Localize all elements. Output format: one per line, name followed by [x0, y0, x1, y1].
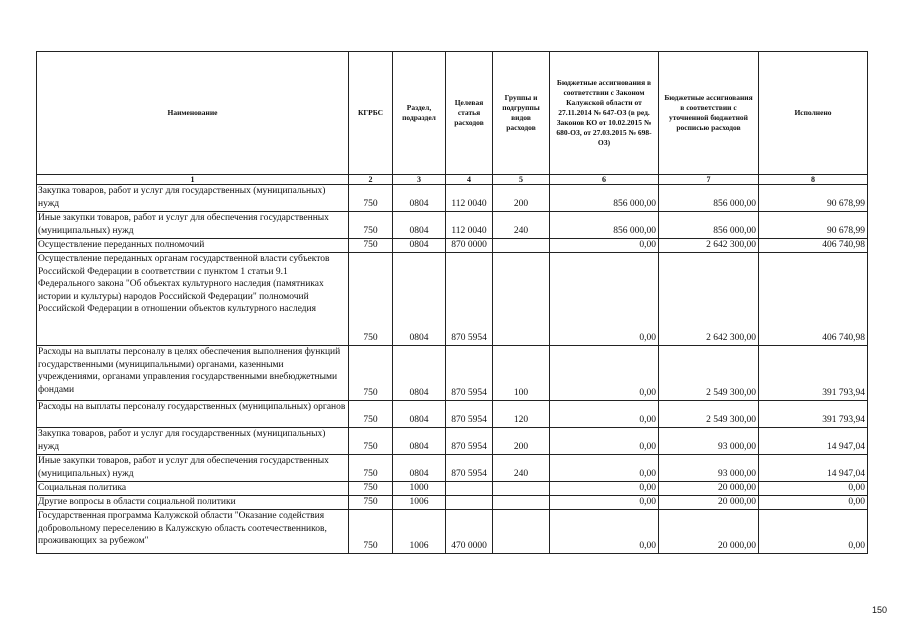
column-number: 5	[493, 175, 550, 185]
cell-done: 391 793,94	[759, 346, 868, 401]
table-row	[37, 253, 868, 346]
cell-target: 870 5954	[446, 401, 493, 428]
cell-plan: 856 000,00	[659, 212, 759, 239]
cell-law: 0,00	[550, 496, 659, 510]
cell-section: 0804	[393, 346, 446, 401]
cell-kgrbs: 750	[349, 212, 393, 239]
column-number: 4	[446, 175, 493, 185]
cell-done: 14 947,04	[759, 455, 868, 482]
cell-done: 391 793,94	[759, 401, 868, 428]
cell-target: 870 5954	[446, 455, 493, 482]
cell-section: 1006	[393, 496, 446, 510]
cell-kgrbs: 750	[349, 482, 393, 496]
header-group: Группы и подгруппы видов расходов	[493, 52, 550, 175]
cell-law: 0,00	[550, 401, 659, 428]
cell-law: 0,00	[550, 428, 659, 455]
cell-law: 0,00	[550, 510, 659, 554]
column-number: 6	[550, 175, 659, 185]
column-number: 7	[659, 175, 759, 185]
cell-group: 120	[493, 401, 550, 428]
cell-name: Закупка товаров, работ и услуг для государственных (муниципальных) нужд	[37, 185, 349, 212]
column-number: 3	[393, 175, 446, 185]
cell-kgrbs: 750	[349, 455, 393, 482]
table-row	[37, 428, 868, 455]
cell-plan: 2 549 300,00	[659, 346, 759, 401]
cell-done: 0,00	[759, 496, 868, 510]
cell-plan: 2 642 300,00	[659, 239, 759, 253]
cell-kgrbs: 750	[349, 253, 393, 346]
table-row	[37, 239, 868, 253]
page-number: 150	[872, 605, 888, 615]
column-number: 2	[349, 175, 393, 185]
cell-target: 870 5954	[446, 428, 493, 455]
cell-plan: 20 000,00	[659, 510, 759, 554]
cell-target	[446, 482, 493, 496]
cell-law: 0,00	[550, 253, 659, 346]
cell-kgrbs: 750	[349, 346, 393, 401]
cell-target: 112 0040	[446, 212, 493, 239]
budget-table	[36, 51, 868, 554]
cell-target: 112 0040	[446, 185, 493, 212]
cell-section: 1006	[393, 510, 446, 554]
cell-done: 14 947,04	[759, 428, 868, 455]
cell-section: 0804	[393, 455, 446, 482]
table-row	[37, 346, 868, 401]
header-row	[37, 52, 868, 175]
cell-name: Расходы на выплаты персоналу в целях обеспечения выполнения функций государственными (муниципальными) органами, казенными учреждениями, органами управления государственными внебюджетными фондами	[37, 346, 349, 401]
cell-law: 0,00	[550, 239, 659, 253]
cell-name: Осуществление переданных органам государственной власти субъектов Российской Федерации в соответствии с пунктом 1 статьи 9.1 Федерального закона "Об объектах культурного наследия (памятниках истории и культуры) народов Российской Федерации" полномочий Российской Федерации в отношении объектов культурного наследия	[37, 253, 349, 346]
cell-plan: 2 549 300,00	[659, 401, 759, 428]
cell-kgrbs: 750	[349, 401, 393, 428]
header-name: Наименование	[37, 52, 349, 175]
cell-target: 870 0000	[446, 239, 493, 253]
cell-plan: 93 000,00	[659, 455, 759, 482]
cell-section: 0804	[393, 253, 446, 346]
cell-name: Осуществление переданных полномочий	[37, 239, 349, 253]
cell-target: 870 5954	[446, 346, 493, 401]
cell-kgrbs: 750	[349, 428, 393, 455]
table-row	[37, 212, 868, 239]
cell-name: Государственная программа Калужской области "Оказание содействия добровольному переселению в Калужскую область соотечественников, проживающих за рубежом"	[37, 510, 349, 554]
table-row	[37, 401, 868, 428]
cell-name: Расходы на выплаты персоналу государственных (муниципальных) органов	[37, 401, 349, 428]
cell-done: 406 740,98	[759, 253, 868, 346]
cell-target: 870 5954	[446, 253, 493, 346]
header-section: Раздел, подраздел	[393, 52, 446, 175]
header-target: Целевая статья расходов	[446, 52, 493, 175]
cell-group: 200	[493, 428, 550, 455]
cell-group	[493, 496, 550, 510]
cell-group: 200	[493, 185, 550, 212]
cell-plan: 20 000,00	[659, 482, 759, 496]
cell-group	[493, 253, 550, 346]
cell-done: 0,00	[759, 482, 868, 496]
cell-target	[446, 496, 493, 510]
header-law: Бюджетные ассигнования в соответствии с Законом Калужской области от 27.11.2014 № 647-ОЗ (в ред. Законов КО от 10.02.2015 № 680-ОЗ, от 27.03.2015 № 698-ОЗ)	[550, 52, 659, 175]
table-row	[37, 455, 868, 482]
cell-section: 0804	[393, 212, 446, 239]
cell-group	[493, 239, 550, 253]
cell-target: 470 0000	[446, 510, 493, 554]
column-number: 8	[759, 175, 868, 185]
cell-law: 856 000,00	[550, 185, 659, 212]
cell-group	[493, 510, 550, 554]
cell-section: 0804	[393, 401, 446, 428]
cell-kgrbs: 750	[349, 496, 393, 510]
column-number-row	[37, 175, 868, 185]
cell-group: 240	[493, 455, 550, 482]
cell-group	[493, 482, 550, 496]
column-number: 1	[37, 175, 349, 185]
cell-name: Другие вопросы в области социальной политики	[37, 496, 349, 510]
cell-plan: 856 000,00	[659, 185, 759, 212]
cell-done: 90 678,99	[759, 185, 868, 212]
header-kgrbs: КГРБС	[349, 52, 393, 175]
cell-law: 0,00	[550, 482, 659, 496]
cell-section: 0804	[393, 185, 446, 212]
cell-plan: 93 000,00	[659, 428, 759, 455]
header-plan: Бюджетные ассигнования в соответствии с уточненной бюджетной росписью расходов	[659, 52, 759, 175]
cell-name: Иные закупки товаров, работ и услуг для обеспечения государственных (муниципальных) нужд	[37, 212, 349, 239]
table-row	[37, 185, 868, 212]
cell-law: 0,00	[550, 346, 659, 401]
table-row	[37, 482, 868, 496]
cell-kgrbs: 750	[349, 510, 393, 554]
cell-plan: 2 642 300,00	[659, 253, 759, 346]
cell-group: 240	[493, 212, 550, 239]
cell-kgrbs: 750	[349, 185, 393, 212]
cell-name: Социальная политика	[37, 482, 349, 496]
header-done: Исполнено	[759, 52, 868, 175]
table-row	[37, 496, 868, 510]
cell-section: 0804	[393, 428, 446, 455]
cell-name: Закупка товаров, работ и услуг для государственных (муниципальных) нужд	[37, 428, 349, 455]
cell-done: 0,00	[759, 510, 868, 554]
cell-law: 856 000,00	[550, 212, 659, 239]
cell-done: 406 740,98	[759, 239, 868, 253]
cell-plan: 20 000,00	[659, 496, 759, 510]
cell-section: 1000	[393, 482, 446, 496]
cell-name: Иные закупки товаров, работ и услуг для обеспечения государственных (муниципальных) нужд	[37, 455, 349, 482]
cell-group: 100	[493, 346, 550, 401]
cell-kgrbs: 750	[349, 239, 393, 253]
cell-section: 0804	[393, 239, 446, 253]
cell-done: 90 678,99	[759, 212, 868, 239]
table-row	[37, 510, 868, 554]
cell-law: 0,00	[550, 455, 659, 482]
